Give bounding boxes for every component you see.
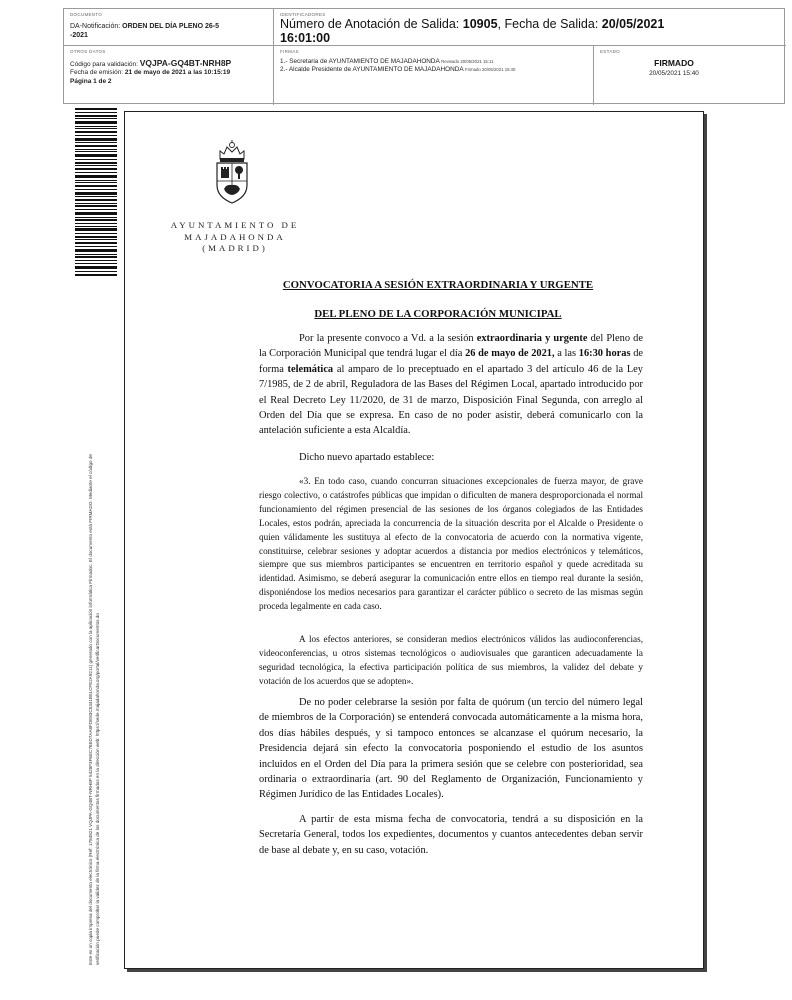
firmas-value: 1.- Secretaria de AYUNTAMIENTO DE MAJADAHONDA Revisado 20/05/2021 15:11 2.- Alcalde Presidente de AYUNTAMIENTO DE MAJADAHONDA Firmado 20/05/2021 15:40	[280, 58, 516, 73]
estado-date: 20/05/2021 15:40	[649, 70, 699, 77]
majadahonda-crest-icon	[210, 139, 254, 205]
verification-side-note: Este es un copia impresa del documento electrónico (Ref: 1784821 VQJPA-GQ4BT-NRH8P 5428F3F6EC76ED7AA8FDE83C5341B51CFE2A9211) generado con la aplicación informática Firmadoc. El documento está FIRMADO. Mediante el código de verificación puede comprobar la validez de la firma electrónica de los documentos firmados en la dirección web: https://sede.majadahonda.org/portal/verificarDocumentos.do	[88, 454, 100, 965]
identificadores-value: Número de Anotación de Salida: 10905, Fecha de Salida: 20/05/2021 16:01:00	[280, 17, 665, 45]
estado-cell	[594, 46, 786, 105]
estado-value: FIRMADO	[654, 58, 694, 68]
documento-cell	[64, 9, 274, 46]
quote-paragraph-2: A los efectos anteriores, se consideran medios electrónicos válidos las audioconferencias, videoconferencias, u otros sistemas tecnológicos o audiovisuales que garanticen adecuadamente la seguridad tecnológica, la efectiva participación política de sus miembros, la validez del debate y votación de los acuerdos que se adopten».	[259, 634, 643, 686]
barcode	[75, 108, 117, 276]
document-subtitle: DEL PLENO DE LA CORPORACIÓN MUNICIPAL	[314, 308, 562, 320]
validation-code[interactable]: VQJPA-GQ4BT-NRH8P	[139, 58, 232, 68]
otros-datos-label: OTROS DATOS	[70, 49, 106, 54]
paragraph-convocatoria: Por la presente convoco a Vd. a la sesión extraordinaria y urgente del Pleno de la Corporación Municipal que tendrá lugar el día 26 de mayo de 2021, a las 16:30 horas de forma telemática al amparo de lo preceptuado en el apartado 3 del artículo 46 de la Ley 7/1985, de 2 de abril, Reguladora de las Bases del Régimen Local, apartado introducido por el Real Decreto Ley 11/2020, de 31 de marzo, Disposición Final Segunda, con arreglo al Orden del Día que se expresa. En caso de no poder asistir, deberá comunicarlo con la antelación suficiente a esta Alcaldía.	[259, 333, 643, 437]
documento-label: DOCUMENTO	[70, 12, 103, 17]
letterhead: AYUNTAMIENTO DE MAJADAHONDA (MADRID)	[170, 220, 300, 253]
otros-datos-cell	[64, 46, 274, 105]
page-indicator: Página 1 de 2	[70, 77, 112, 85]
estado-label: ESTADO	[600, 49, 620, 54]
paragraph-disposicion: A partir de esta misma fecha de convocatoria, tendrá a su disposición en la Secretaría General, todos los expedientes, documentos y cuantos antecedentes deban servir de base al debate y, en su caso, votación.	[259, 814, 643, 856]
identificadores-cell	[274, 9, 786, 46]
paragraph-establece: Dicho nuevo apartado establece:	[299, 452, 435, 463]
paragraph-quorum: De no poder celebrarse la sesión por falta de quórum (un tercio del número legal de miembros de la Corporación) se entenderá convocada automáticamente a la misma hora, dos días hábiles después, y si tampoco entonces se alcanzase el quórum necesario, la Presidencia dejará sin efecto la convocatoria posponiendo el estudio de los asuntos incluidos en el Orden del Día para la primera sesión que se celebre con posterioridad, sea ordinaria o extraordinaria (art. 90 del Reglamento de Organización, Funcionamiento y Régimen Jurídico de las Entidades Locales).	[259, 697, 643, 801]
signature-header-table	[63, 8, 785, 104]
firmas-label: FIRMAS	[280, 49, 299, 54]
quote-paragraph-1: «3. En todo caso, cuando concurran situaciones excepcionales de fuerza mayor, de grave riesgo colectivo, o catástrofes públicas que impidan o dificulten de manera desproporcionada el normal funcionamiento del régimen presencial de las sesiones de los órganos colegiados de las Entidades Locales, estos podrán, apreciada la concurrencia de la situación descrita por el Alcalde o Presidente o quien válidamente les sustituya al efecto de la convocatoria de acuerdo con la normativa vigente, constituirse, celebrar sesiones y adoptar acuerdos a distancia por medios electrónicos y telemáticos, siempre que sus miembros participantes se encuentren en territorio español y quede acreditada su identidad. Asimismo, se deberá asegurar la comunicación entre ellos en tiempo real durante la sesión, disponiéndose los medios necesarios para garantizar el carácter público o secreto de las mismas según proceda legalmente en cada caso.	[259, 476, 643, 612]
firmas-cell	[274, 46, 594, 105]
document-title: CONVOCATORIA A SESIÓN EXTRAORDINARIA Y URGENTE	[282, 279, 594, 291]
otros-datos-value: Código para validación: VQJPA-GQ4BT-NRH8P Fecha de emisión: 21 de mayo de 2021 a las 10:15:19 Página 1 de 2	[70, 58, 232, 85]
identificadores-label: IDENTIFICADORES	[280, 12, 326, 17]
document-page	[124, 111, 704, 969]
documento-value: DA-Notificación: ORDEN DEL DÍA PLENO 26-5 -2021	[70, 23, 219, 39]
